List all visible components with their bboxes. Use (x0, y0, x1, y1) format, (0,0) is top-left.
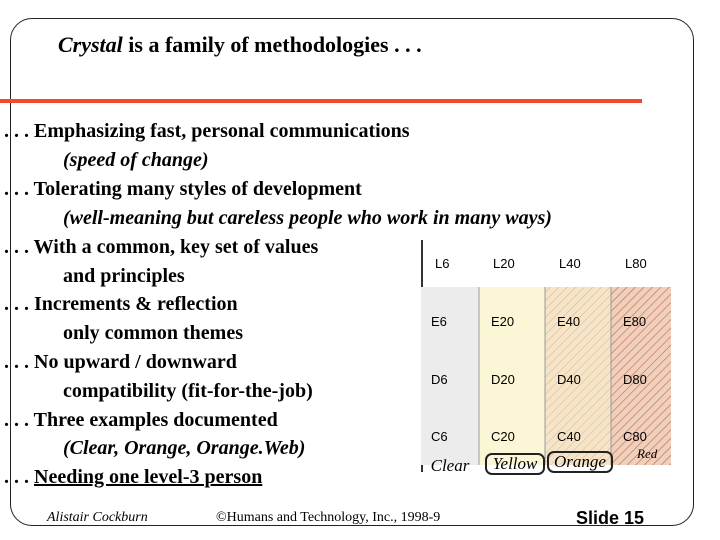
bullet-5-sub: compatibility (fit-for-the-job) (63, 380, 313, 402)
bullet-3-sub: and principles (63, 265, 185, 287)
grid-cell-c40: C40 (557, 429, 581, 444)
grid-header-l80: L80 (625, 256, 647, 271)
title-divider (0, 99, 642, 103)
label-red: Red (637, 446, 658, 461)
grid-cell-d80: D80 (623, 372, 647, 387)
grid-cell-d6: D6 (431, 372, 448, 387)
bullet-2-sub: (well-meaning but careless people who work in many ways) (63, 207, 552, 229)
label-clear: Clear (430, 456, 470, 475)
grid-header-l40: L40 (559, 256, 581, 271)
bullet-5: . . . No upward / downward (4, 351, 237, 373)
grid-cell-d20: D20 (491, 372, 515, 387)
grid-cell-c6: C6 (431, 429, 448, 444)
grid-cell-c20: C20 (491, 429, 515, 444)
grid-header-l6: L6 (435, 256, 450, 271)
label-yellow: Yellow (485, 453, 545, 475)
slide-title: Crystal is a family of methodologies . . . (58, 32, 422, 57)
slide-number: Slide 15 (576, 508, 645, 528)
grid-cell-d40: D40 (557, 372, 581, 387)
footer-author: Alistair Cockburn (47, 510, 148, 525)
label-orange: Orange (547, 451, 613, 473)
grid-cell-e40: E40 (557, 314, 581, 329)
grid-cell-e6: E6 (431, 314, 447, 329)
bullet-2: . . . Tolerating many styles of development (4, 178, 362, 200)
bullet-6: . . . Three examples documented (4, 409, 278, 431)
bullet-6-sub: (Clear, Orange, Orange.Web) (63, 437, 306, 459)
bullet-7: . . . Needing one level-3 person (4, 466, 263, 488)
grid-cell-e20: E20 (491, 314, 515, 329)
grid-cell-c80: C80 (623, 429, 647, 444)
bullet-1: . . . Emphasizing fast, personal communications (4, 120, 410, 142)
grid-cell-e80: E80 (623, 314, 647, 329)
grid-header-l20: L20 (493, 256, 515, 271)
bullet-3: . . . With a common, key set of values (4, 236, 319, 258)
methodology-grid (419, 240, 684, 475)
bullet-4: . . . Increments & reflection (4, 293, 238, 315)
clear-region (421, 287, 479, 465)
bullet-1-sub: (speed of change) (63, 149, 209, 171)
footer-copyright: ©Humans and Technology, Inc., 1998-9 (216, 510, 441, 525)
bullet-4-sub: only common themes (63, 322, 243, 344)
